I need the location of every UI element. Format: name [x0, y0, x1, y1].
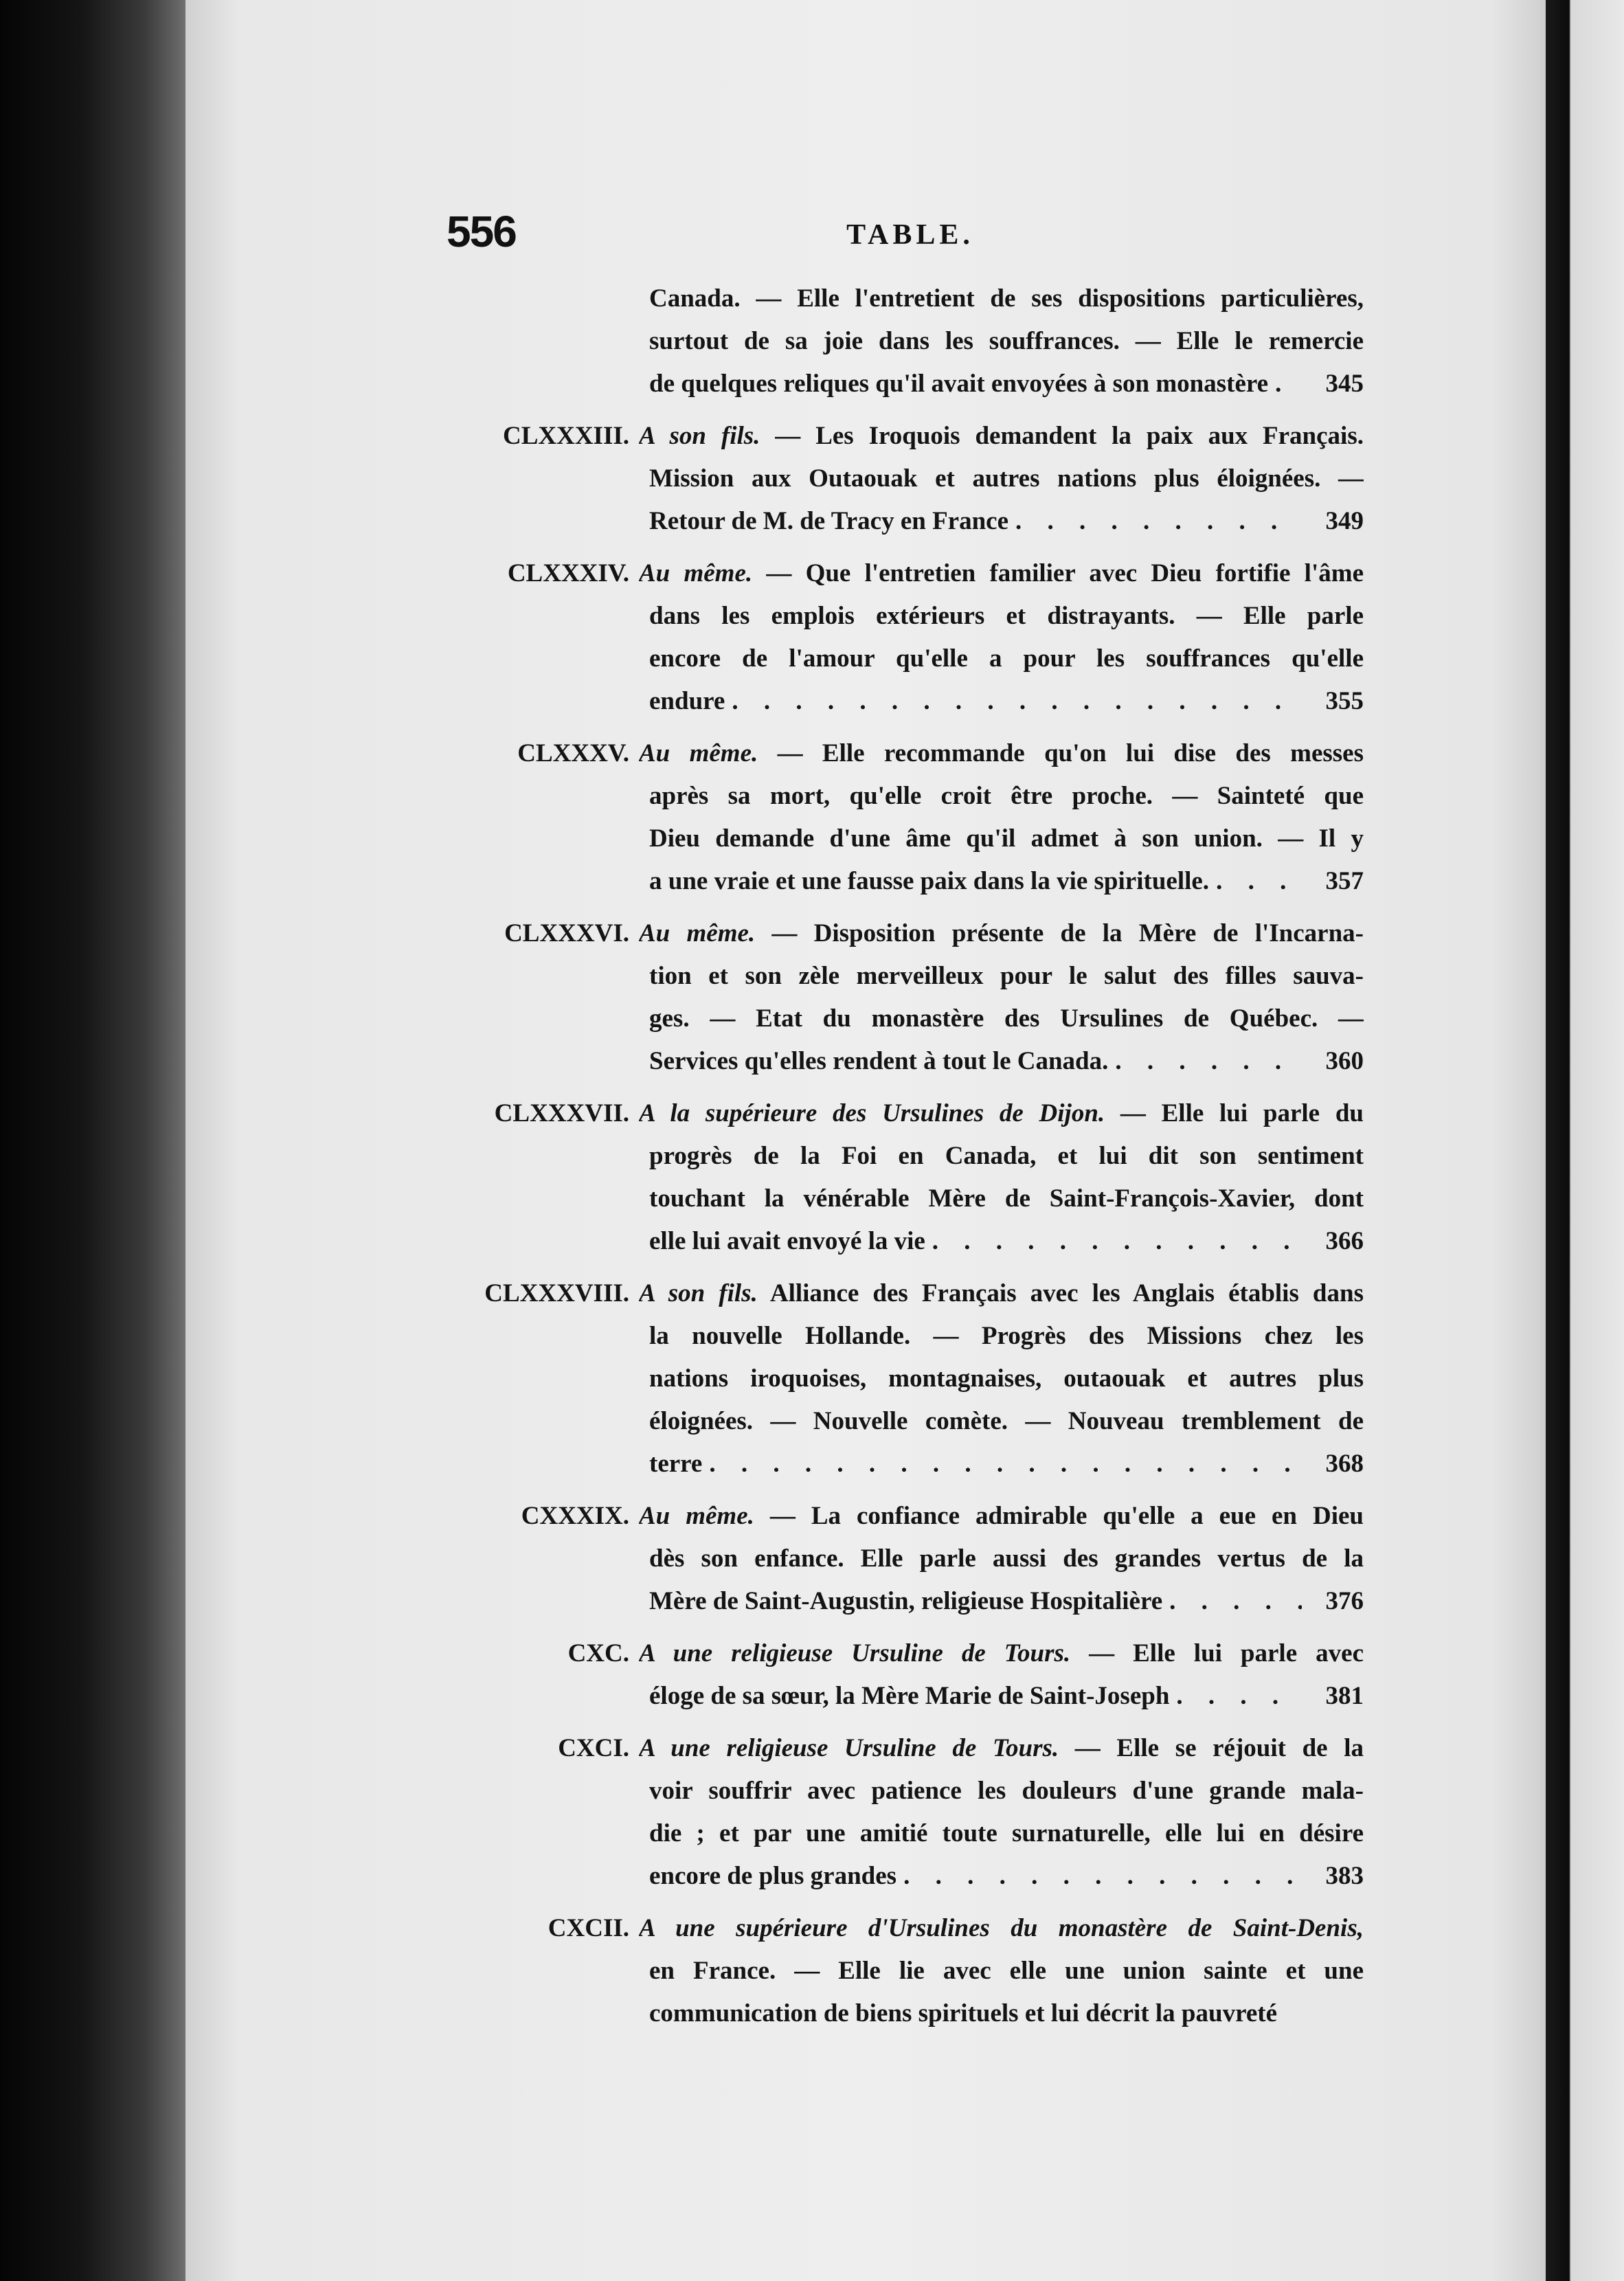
letter-numeral: CLXXXVI.	[504, 919, 629, 947]
entry-text	[649, 1178, 1364, 1220]
letter-numeral: CXC.	[567, 1639, 629, 1667]
summary-text: tion et son zèle merveilleux pour le salut des filles sauva-	[649, 962, 1364, 990]
toc-entry	[440, 278, 1364, 405]
toc-line	[440, 1135, 1364, 1178]
entry-text	[639, 552, 1364, 595]
page-reference: 368	[1325, 1450, 1364, 1478]
toc-line	[440, 680, 1364, 723]
addressee: Au même.	[639, 1502, 754, 1530]
toc-line	[440, 500, 1364, 543]
running-title: TABLE.	[846, 219, 974, 251]
letter-numeral: CLXXXIV.	[507, 559, 629, 587]
page-reference: 349	[1325, 507, 1364, 535]
page-header	[447, 206, 1374, 261]
summary-text: communication de biens spirituels et lui décrit la pauvreté	[649, 1999, 1277, 2027]
summary-text: elle lui avait envoyé la vie	[649, 1227, 925, 1255]
addressee: Au même.	[639, 559, 753, 587]
summary-text: dans les emplois extérieurs et distrayants. — Elle parle	[649, 602, 1364, 630]
toc-line	[440, 1315, 1364, 1358]
toc-line	[440, 860, 1364, 903]
entry-text	[639, 1727, 1364, 1770]
dot-leader	[903, 1855, 1302, 1898]
toc-line	[440, 1400, 1364, 1443]
page-reference: 366	[1325, 1227, 1364, 1255]
addressee: Au même.	[639, 739, 758, 767]
dot-leader	[1169, 1580, 1302, 1623]
letter-numeral: CLXXXIII.	[502, 422, 629, 450]
addressee: A une supérieure d'Ursulines du monastère de Saint-Denis,	[639, 1914, 1364, 1942]
entry-text	[649, 500, 1309, 543]
entry-text	[649, 320, 1364, 363]
summary-text: encore de l'amour qu'elle a pour les souffrances qu'elle	[649, 644, 1364, 673]
toc-entry	[440, 1632, 1364, 1718]
entry-text	[649, 1675, 1309, 1718]
summary-text: die ; et par une amitié toute surnaturelle, elle lui en désire	[649, 1819, 1364, 1847]
toc-line	[440, 1538, 1364, 1580]
toc-line	[440, 1272, 1364, 1315]
entry-text	[649, 1812, 1364, 1855]
addressee: A une religieuse Ursuline de Tours.	[639, 1734, 1059, 1762]
toc-line	[440, 1040, 1364, 1083]
toc-entry	[440, 732, 1364, 903]
summary-text: — Que l'entretien familier avec Dieu fortifie l'âme	[752, 559, 1364, 587]
toc-line	[440, 818, 1364, 860]
summary-text: progrès de la Foi en Canada, et lui dit son sentiment	[649, 1142, 1364, 1170]
entry-text	[649, 680, 1309, 723]
entry-text	[639, 1092, 1364, 1135]
entry-text	[649, 1220, 1309, 1263]
toc-line	[440, 732, 1364, 775]
dot-leader	[1275, 363, 1302, 405]
toc-line	[440, 1770, 1364, 1812]
page-reference: 383	[1325, 1862, 1364, 1890]
toc-line	[440, 363, 1364, 405]
summary-text: encore de plus grandes	[649, 1862, 897, 1890]
summary-text: de quelques reliques qu'il avait envoyées à son monastère	[649, 370, 1269, 398]
toc-line	[440, 1812, 1364, 1855]
entry-text	[649, 1580, 1309, 1623]
summary-text: Mère de Saint-Augustin, religieuse Hospitalière	[649, 1587, 1163, 1615]
addressee: A une religieuse Ursuline de Tours.	[639, 1639, 1071, 1667]
letter-numeral: CLXXXVIII.	[484, 1279, 629, 1307]
summary-text: Alliance des Français avec les Anglais établis dans	[757, 1279, 1364, 1307]
summary-text: terre	[649, 1450, 703, 1478]
summary-text: Services qu'elles rendent à tout le Canada.	[649, 1047, 1109, 1075]
summary-text: nations iroquoises, montagnaises, outaouak et autres plus	[649, 1364, 1364, 1393]
toc-line	[440, 278, 1364, 320]
summary-text: Canada. — Elle l'entretient de ses dispositions particulières,	[649, 284, 1364, 313]
summary-text: voir souffrir avec patience les douleurs d'une grande mala-	[649, 1777, 1364, 1805]
entry-text	[649, 1135, 1364, 1178]
entry-text	[649, 458, 1364, 500]
entry-text	[649, 1770, 1364, 1812]
entry-text	[649, 1950, 1364, 1992]
entry-text	[649, 1358, 1364, 1400]
entry-text	[649, 1538, 1364, 1580]
toc-line	[440, 1178, 1364, 1220]
page-reference: 381	[1325, 1682, 1364, 1710]
toc-entry	[440, 1092, 1364, 1263]
summary-text: après sa mort, qu'elle croit être proche. — Sainteté que	[649, 782, 1364, 810]
toc-line	[440, 1632, 1364, 1675]
dot-leader	[932, 1220, 1302, 1263]
entry-text	[639, 1495, 1364, 1538]
summary-text: — Disposition présente de la Mère de l'Incarna-	[755, 919, 1364, 947]
summary-text: éloignées. — Nouvelle comète. — Nouveau tremblement de	[649, 1407, 1364, 1435]
summary-text: Retour de M. de Tracy en France	[649, 507, 1009, 535]
toc-entry	[440, 1495, 1364, 1623]
entry-text	[639, 415, 1364, 458]
entry-text	[649, 818, 1364, 860]
toc-entry	[440, 552, 1364, 723]
toc-entry	[440, 1272, 1364, 1485]
toc-line	[440, 458, 1364, 500]
toc-line	[440, 638, 1364, 680]
addressee: A son fils.	[639, 1279, 758, 1307]
toc-entry	[440, 1907, 1364, 2035]
letter-numeral: CLXXXV.	[517, 739, 629, 767]
summary-text: — Elle recommande qu'on lui dise des messes	[758, 739, 1364, 767]
entry-text	[639, 1632, 1364, 1675]
page-reference: 355	[1325, 687, 1364, 715]
toc-line	[440, 1092, 1364, 1135]
letter-numeral: CXCII.	[548, 1914, 629, 1942]
entry-text	[649, 955, 1364, 998]
toc-line	[440, 1443, 1364, 1485]
toc-line	[440, 595, 1364, 638]
entry-text	[649, 860, 1309, 903]
entry-text	[649, 1040, 1309, 1083]
summary-text: éloge de sa sœur, la Mère Marie de Saint-Joseph	[649, 1682, 1170, 1710]
addressee: A son fils.	[639, 422, 760, 450]
dot-leader	[1176, 1675, 1302, 1718]
entry-text	[649, 1855, 1309, 1898]
summary-text: — Les Iroquois demandent la paix aux Français.	[760, 422, 1364, 450]
summary-text: a une vraie et une fausse paix dans la vie spirituelle.	[649, 867, 1210, 895]
toc-line	[440, 955, 1364, 998]
toc-entry	[440, 1727, 1364, 1898]
summary-text: la nouvelle Hollande. — Progrès des Missions chez les	[649, 1322, 1364, 1350]
toc-entry	[440, 912, 1364, 1083]
toc-line	[440, 1358, 1364, 1400]
toc-line	[440, 1855, 1364, 1898]
toc-line	[440, 1727, 1364, 1770]
entry-text	[649, 1992, 1364, 2035]
toc-line	[440, 912, 1364, 955]
toc-line	[440, 1220, 1364, 1263]
page-reference: 345	[1325, 370, 1364, 398]
entry-text	[649, 595, 1364, 638]
dot-leader	[1115, 1040, 1302, 1083]
toc-line	[440, 775, 1364, 818]
toc-line	[440, 998, 1364, 1040]
dot-leader	[709, 1443, 1302, 1485]
dot-leader	[732, 680, 1302, 723]
addressee: A la supérieure des Ursulines de Dijon.	[639, 1099, 1105, 1127]
toc-line	[440, 552, 1364, 595]
facing-page-edge	[1546, 0, 1624, 2281]
entry-text	[639, 1272, 1364, 1315]
entry-text	[639, 912, 1364, 955]
page-reference: 376	[1325, 1587, 1364, 1615]
entry-text	[649, 998, 1364, 1040]
letter-numeral: CXXXIX.	[521, 1502, 629, 1530]
toc-line	[440, 1675, 1364, 1718]
dot-leader	[1015, 500, 1302, 543]
summary-text: — Elle lui parle du	[1105, 1099, 1364, 1127]
summary-text: Dieu demande d'une âme qu'il admet à son union. — Il y	[649, 824, 1364, 853]
toc-line	[440, 1992, 1364, 2035]
entry-text	[649, 1443, 1309, 1485]
summary-text: en France. — Elle lie avec elle une union sainte et une	[649, 1957, 1364, 1985]
summary-text: surtout de sa joie dans les souffrances. — Elle le remercie	[649, 327, 1364, 355]
toc-line	[440, 1907, 1364, 1950]
entry-text	[649, 638, 1364, 680]
letter-numeral: CLXXXVII.	[494, 1099, 629, 1127]
letter-numeral: CXCI.	[558, 1734, 629, 1762]
entry-text	[639, 1907, 1364, 1950]
summary-text: — Elle se réjouit de la	[1059, 1734, 1364, 1762]
summary-text: Mission aux Outaouak et autres nations plus éloignées. —	[649, 464, 1364, 493]
table-of-contents	[440, 278, 1364, 2045]
summary-text: endure	[649, 687, 725, 715]
summary-text: — La confiance admirable qu'elle a eue en Dieu	[754, 1502, 1364, 1530]
summary-text: — Elle lui parle avec	[1070, 1639, 1364, 1667]
toc-line	[440, 1495, 1364, 1538]
toc-line	[440, 1950, 1364, 1992]
entry-text	[639, 732, 1364, 775]
toc-line	[440, 415, 1364, 458]
page-reference: 360	[1325, 1047, 1364, 1075]
page-reference: 357	[1325, 867, 1364, 895]
toc-line	[440, 320, 1364, 363]
toc-entry	[440, 415, 1364, 543]
entry-text	[649, 363, 1309, 405]
entry-text	[649, 1400, 1364, 1443]
addressee: Au même.	[639, 919, 756, 947]
summary-text: touchant la vénérable Mère de Saint-François-Xavier, dont	[649, 1184, 1364, 1213]
dot-leader	[1216, 860, 1302, 903]
toc-line	[440, 1580, 1364, 1623]
entry-text	[649, 1315, 1364, 1358]
book-spine	[0, 0, 206, 2281]
summary-text: dès son enfance. Elle parle aussi des grandes vertus de la	[649, 1544, 1364, 1573]
entry-text	[649, 278, 1364, 320]
entry-text	[649, 775, 1364, 818]
page-number: 556	[447, 207, 516, 256]
summary-text: ges. — Etat du monastère des Ursulines de Québec. —	[649, 1004, 1364, 1033]
